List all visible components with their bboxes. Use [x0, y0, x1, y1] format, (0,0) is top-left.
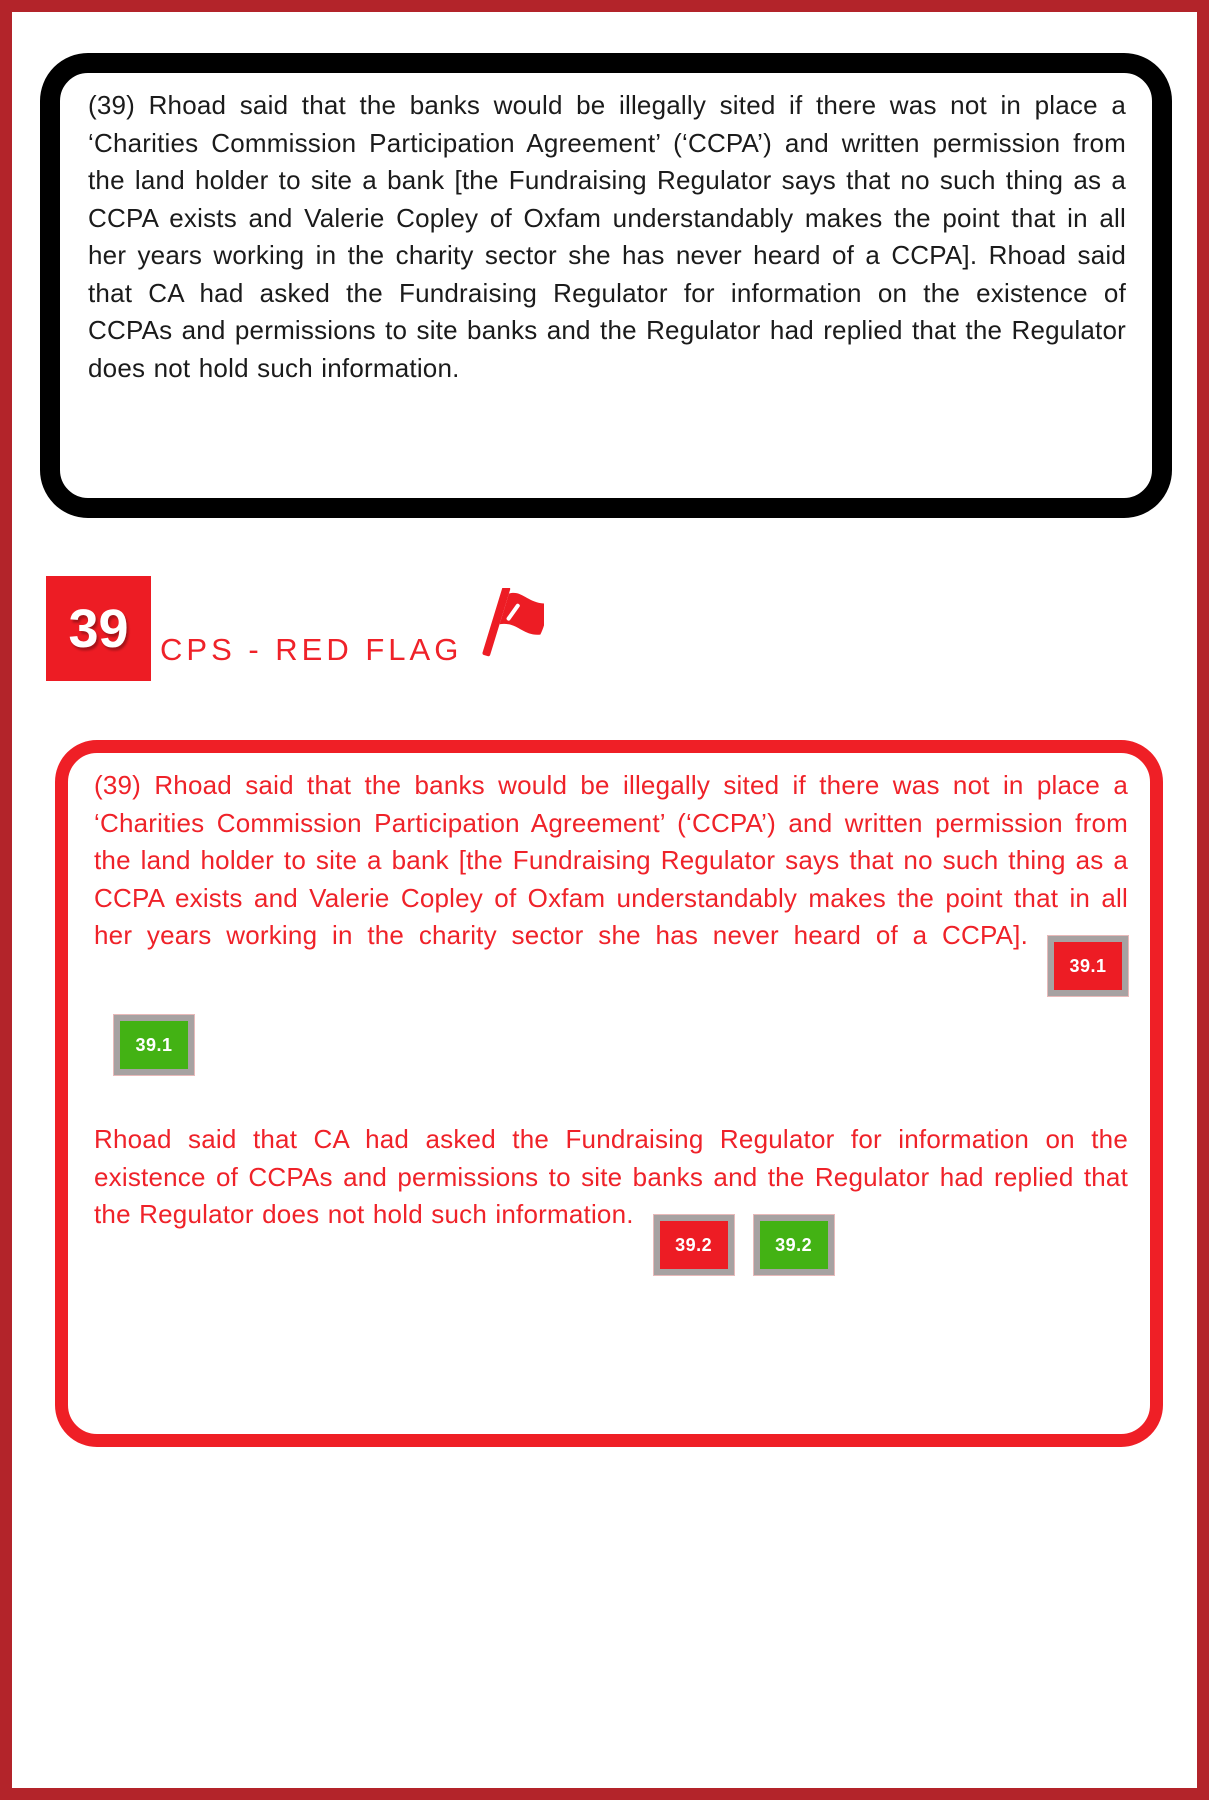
evidence-chip-39-2-green[interactable]: 39.2: [754, 1215, 834, 1275]
red-flag-header: [46, 576, 666, 681]
redbox-paragraph-1-text: (39) Rhoad said that the banks would be illegally sited if there was not in place a ‘Charities Commission Participation Agreement’ (‘CCPA’) and written permission from the land holder to site a bank [the Fundraising Regulator says that no such thing as a CCPA exists and Valerie Copley of Oxfam understandably makes the point that in all her years working in the charity sector she has never heard of a CCPA].: [94, 770, 1128, 950]
redbox-paragraph-2-text: Rhoad said that CA had asked the Fundraising Regulator for information on the existence of CCPAs and permissions to site banks and the Regulator had replied that the Regulator does not hold such information.: [94, 1124, 1128, 1229]
evidence-chip-39-1-red[interactable]: 39.1: [1048, 936, 1128, 996]
red-flag-quote-box: [55, 740, 1163, 1447]
original-quote-text: (39) Rhoad said that the banks would be illegally sited if there was not in place a ‘Charities Commission Participation Agreement’ (‘CCPA’) and written permission from the land holder to site a bank [the Fundraising Regulator says that no such thing as a CCPA exists and Valerie Copley of Oxfam understandably makes the point that in all her years working in the charity sector she has never heard of a CCPA]. Rhoad said that CA had asked the Fundraising Regulator for information on the existence of CCPAs and permissions to site banks and the Regulator had replied that the Regulator does not hold such information.: [88, 90, 1126, 383]
red-flag-icon: [480, 588, 544, 668]
red-flag-label: CPS - RED FLAG: [160, 632, 463, 667]
item-number-badge: 39: [46, 576, 151, 681]
evidence-chip-39-1-green[interactable]: 39.1: [114, 1015, 194, 1075]
original-quote-box: [40, 53, 1172, 518]
redbox-paragraph-2: [94, 1121, 1128, 1275]
evidence-chip-39-2-red[interactable]: 39.2: [654, 1215, 734, 1275]
redbox-paragraph-1: [94, 767, 1128, 1075]
